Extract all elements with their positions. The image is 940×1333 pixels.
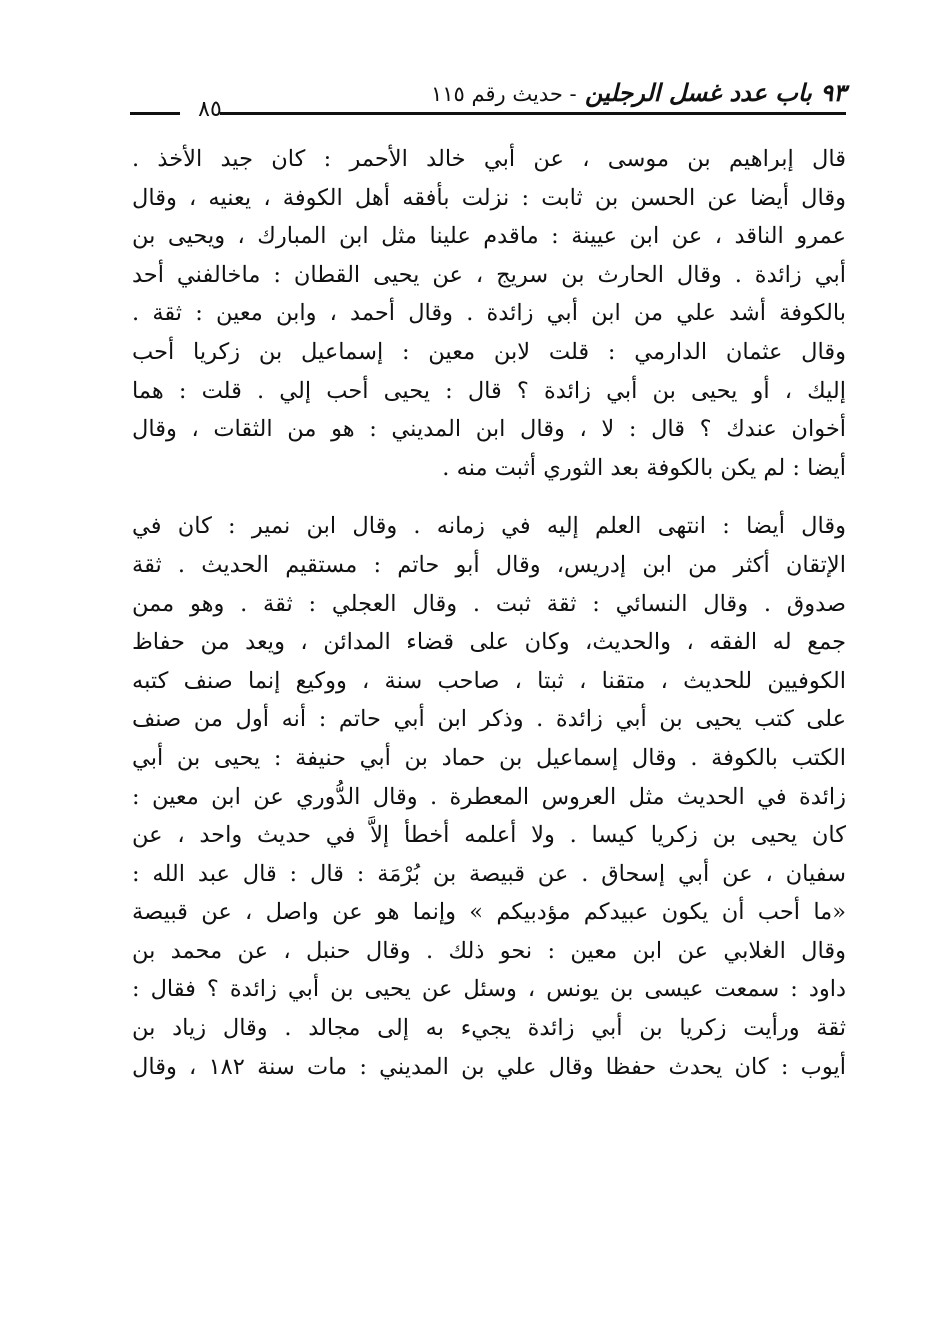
text-line: كان يحيى بن زكريا كيسا . ولا أعلمه أخطأ إلاَّ في حديث واحد ، عن [132, 822, 846, 849]
text-line: داود : سمعت عيسى بن يونس ، وسئل عن يحيى بن أبي زائدة ؟ فقال : [132, 976, 846, 1003]
text-line: وقال أيضا : انتهى العلم إليه في زمانه . وقال ابن نمير : كان في [132, 513, 846, 540]
text-line: الكوفيين للحديث ، متقنا ، ثبتا ، صاحب سنة ، ووكيع إنما صنف كتبه [132, 667, 846, 694]
text-line: قال إبراهيم بن موسى ، عن أبي خالد الأحمر : كان جيد الأخذ . [132, 146, 846, 172]
text-line: وقال الغلابي عن ابن معين : نحو ذلك . وقال حنبل ، عن محمد بن [132, 937, 846, 964]
chapter-heading [431, 78, 846, 109]
text-line: عمرو الناقد ، عن ابن عيينة : ماقدم علينا مثل ابن المبارك ، ويحيى بن [132, 223, 846, 250]
paragraph-2 [132, 507, 846, 1086]
chapter-title: ٩٣ باب عدد غسل الرجلين [584, 79, 846, 107]
text-line: على كتب يحيى بن أبي زائدة . وذكر ابن أبي حاتم : أنه أول من صنف [132, 706, 846, 733]
text-line: إليك ، أو يحيى بن أبي زائدة ؟ قال : يحيى أحب إلي . قلت : هما [132, 377, 846, 404]
header-rule-left [130, 112, 180, 115]
text-line: زائدة في الحديث مثل العروس المعطرة . وقال الدُّوري عن ابن معين : [132, 783, 846, 810]
text-line: «ما أحب أن يكون عبيدكم مؤدبيكم » وإنما هو عن واصل ، عن قبيصة [132, 899, 846, 926]
text-line: سفيان ، عن أبي إسحاق . عن قبيصة بن بُرْمَة : قال : قال عبد الله : [132, 860, 846, 887]
text-line: أبي زائدة . وقال الحارث بن سريج ، عن يحيى القطان : ماخالفني أحد [132, 261, 846, 288]
text-line: صدوق . وقال النسائي : ثقة ثبت . وقال العجلي : ثقة . وهو ممن [132, 590, 846, 617]
body-text [132, 140, 846, 1086]
text-line: الإتقان أكثر من ابن إدريس، وقال أبو حاتم : مستقيم الحديث . ثقة [132, 551, 846, 578]
text-line: جمع له الفقه ، والحديث، وكان على قضاء المدائن ، ويعد من حفاظ [132, 629, 846, 656]
text-line: ثقة ورأيت زكريا بن أبي زائدة يجيء به إلى مجالد . وقال زياد بن [132, 1015, 846, 1042]
hadith-number: - حديث رقم ١١٥ [431, 82, 577, 106]
text-line: وقال عثمان الدارمي : قلت لابن معين : إسماعيل بن زكريا أحب [132, 338, 846, 365]
text-line: الكتب بالكوفة . وقال إسماعيل بن حماد بن أبي حنيفة : يحيى بن أبي [132, 744, 846, 771]
page-number: ٨٥ [198, 97, 222, 122]
text-line: أيوب : كان يحدث حفظا وقال علي بن المديني : مات سنة ١٨٢ ، وقال [132, 1053, 846, 1080]
text-line: أخوان عندك ؟ قال : لا ، وقال ابن المديني : هو من الثقات ، وقال [132, 416, 846, 443]
text-line: بالكوفة أشد علي من ابن أبي زائدة . وقال أحمد ، وابن معين : ثقة . [132, 300, 846, 327]
running-header [130, 72, 846, 122]
text-line: أيضا : لم يكن بالكوفة بعد الثوري أثبت منه . [442, 454, 846, 481]
text-line: وقال أيضا عن الحسن بن ثابت : نزلت بأفقه أهل الكوفة ، يعنيه ، وقال [132, 184, 846, 211]
header-rule [220, 112, 846, 115]
paragraph-1 [132, 140, 846, 487]
